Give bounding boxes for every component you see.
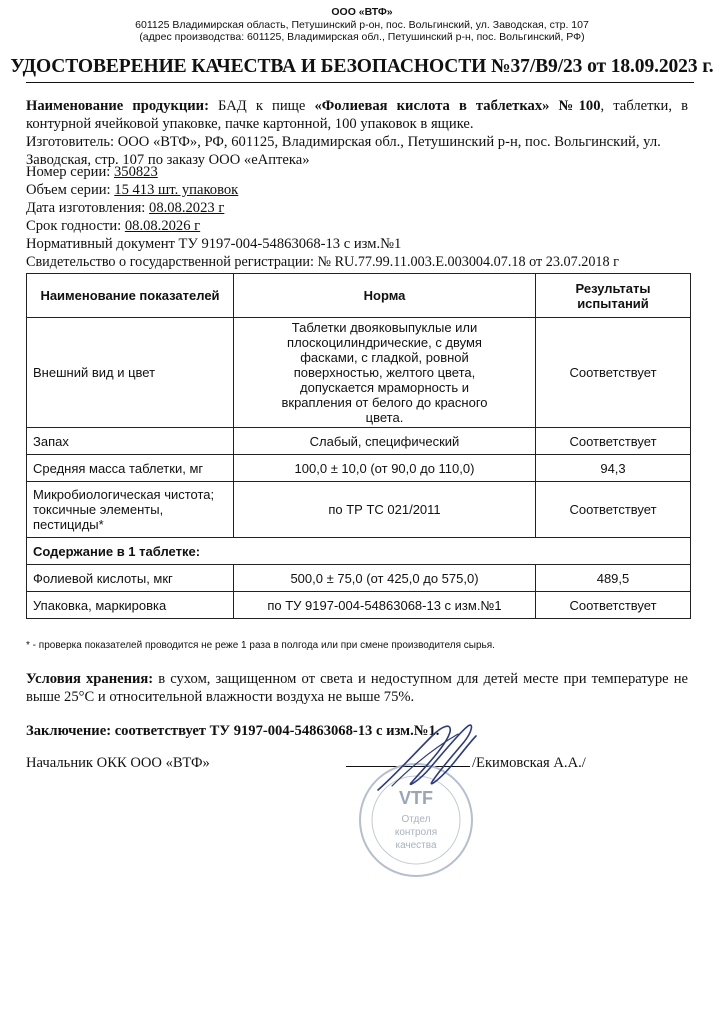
company-name: ООО «ВТФ» [331,6,393,18]
normative-document: Нормативный документ ТУ 9197-004-54863068-13 с изм.№1 [26,236,402,252]
series-value: 350823 [113,164,158,180]
row-result: Соответствует [536,592,691,619]
row-result: Соответствует [536,482,691,538]
expiry-label: Срок годности: [26,218,125,234]
stamp-line2: контроля [394,827,438,838]
row-norm: Таблетки двояковыпуклые или плоскоцилиндрические, с двумя фасками, с гладкой, ровной поверхностью, желтого цвета, допускается мраморность и вкрапления от белого до красного цвета. [234,318,536,428]
expiry-value: 08.08.2026 г [124,218,201,234]
product-label: Наименование продукции: [26,98,209,114]
signer-name: /Екимовская А.А./ [472,755,586,771]
stamp-logo: VTF [399,788,433,808]
row-name: Микробиологическая чистота; токсичные элементы, пестициды* [27,482,234,538]
product-prefix: БАД к пище [208,98,315,114]
row-norm: 500,0 ± 75,0 (от 425,0 до 575,0) [234,565,536,592]
table-row [27,318,691,428]
document-title: УДОСТОВЕРЕНИЕ КАЧЕСТВА И БЕЗОПАСНОСТИ №37/В9/23 от 18.09.2023 г. [10,56,714,77]
made-label: Дата изготовления: [26,200,150,216]
storage-conditions [26,670,688,706]
series-number [26,163,158,181]
table-section-row [27,538,691,565]
product-paragraph [26,97,688,133]
title-underline [26,82,694,83]
table-row [27,565,691,592]
signature-stroke [378,725,476,790]
col-header-result: Результаты испытаний [536,274,691,318]
table-row [27,455,691,482]
series-label: Номер серии: [26,164,114,180]
row-norm: по ТР ТС 021/2011 [234,482,536,538]
table-header-row [27,274,691,318]
row-name: Средняя масса таблетки, мг [27,455,234,482]
row-norm: Слабый, специфический [234,428,536,455]
registration-certificate: Свидетельство о государственной регистрации: № RU.77.99.11.003.Е.003004.07.18 от 23.07.2018 г [26,254,619,270]
expiry-date [26,217,200,235]
col-header-norm: Норма [234,274,536,318]
row-result: Соответствует [536,428,691,455]
row-name: Фолиевой кислоты, мкг [27,565,234,592]
row-name: Упаковка, маркировка [27,592,234,619]
row-norm: по ТУ 9197-004-54863068-13 с изм.№1 [234,592,536,619]
production-address: (адрес производства: 601125, Владимирская обл., Петушинский р-н, пос. Вольгинский, РФ) [139,31,585,43]
row-result: 94,3 [536,455,691,482]
row-name: Запах [27,428,234,455]
row-result: Соответствует [536,318,691,428]
stamp-line3: качества [395,840,437,851]
table-row [27,482,691,538]
made-value: 08.08.2023 г [149,200,225,216]
storage-label: Условия хранения: [26,671,154,687]
row-name: Внешний вид и цвет [27,318,234,428]
product-name: «Фолиевая кислота в таблетках» №100 [314,98,601,114]
row-result: 489,5 [536,565,691,592]
company-address: 601125 Владимирская область, Петушинский р-он, пос. Вольгинский, ул. Заводская, стр. 107 [135,19,589,31]
table-row [27,592,691,619]
series-volume [26,181,238,199]
volume-value: 15 413 шт. упаковок [114,182,239,198]
table-row [27,428,691,455]
product-suffix: , таблетки, в контурной ячейковой упаковке, пачке картонной, 100 упаковок в ящике. [26,98,689,132]
quality-table [26,273,691,619]
volume-label: Объем серии: [26,182,115,198]
storage-text: в сухом, защищенном от света и недоступном для детей месте при температуре не выше 25°С и относительной влажности воздуха не выше 75%. [26,671,688,705]
manufacturer: Изготовитель: ООО «ВТФ», РФ, 601125, Владимирская обл., Петушинский р-н, пос. Вольгинский, ул. Заводская, стр. 107 по заказу ООО «еАптека» [26,134,661,168]
section-title: Содержание в 1 таблетке: [27,538,691,565]
signer-position: Начальник ОКК ООО «ВТФ» [26,755,210,771]
footnote: * - проверка показателей проводится не реже 1 раза в полгода или при смене производителя сырья. [26,640,495,651]
manufacture-date [26,199,224,217]
row-norm: 100,0 ± 10,0 (от 90,0 до 110,0) [234,455,536,482]
col-header-indicator: Наименование показателей [27,274,234,318]
stamp-line1: Отдел [401,814,431,825]
handwritten-signature [372,716,482,796]
conclusion: Заключение: соответствует ТУ 9197-004-54863068-13 с изм.№1. [26,723,440,739]
